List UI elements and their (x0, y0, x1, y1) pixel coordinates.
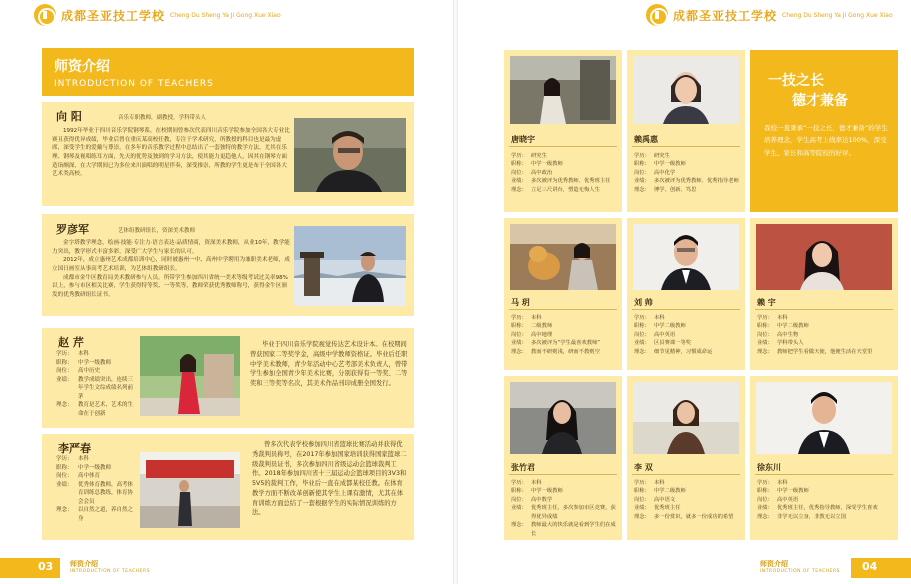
left-header (34, 4, 281, 26)
school-logo-icon (34, 4, 56, 26)
name-divider (509, 146, 617, 147)
teacher-name: 赖 宇 (757, 298, 776, 307)
fact-value: 博学、创新、笃思 (654, 186, 697, 193)
teacher-photo-xu-dongchuan (756, 382, 892, 454)
teacher-facts (757, 479, 893, 521)
school-name-cn: 成都圣亚技工学校 (673, 8, 778, 23)
fact-key: 学历： (56, 456, 73, 462)
fact-key: 岗位： (757, 331, 773, 338)
fact-value: 中学二级教师 (654, 323, 686, 330)
teacher-facts (634, 152, 742, 194)
section-title-cn: 师资介绍 (54, 59, 110, 75)
bio-paragraph: 2012年，成立惠州艺术成都培训中心，同时被惠州一中、高州中学聘用为兼职美术老师，成立国日画室从事高考艺术培训，为艺体组教研组长。 (52, 257, 290, 272)
fact-key: 职称： (757, 323, 773, 330)
fact-key: 理念： (56, 507, 73, 514)
teacher-name: 李严春 (58, 442, 91, 455)
fact-value: 区县赛课一等奖 (654, 340, 692, 347)
fact-key: 学历： (634, 315, 650, 321)
fact-key: 职称： (56, 464, 73, 471)
fact-key: 理念： (757, 348, 773, 355)
fact-value: 研究生 (654, 153, 670, 159)
footer-title-en: INTRODUCTION OF TEACHERS (70, 569, 150, 574)
fact-value: 优秀班主任，多次参加市区竞赛，获得优异成绩 (531, 505, 616, 520)
school-logo-icon (646, 4, 668, 26)
fact-value: 高中历史 (78, 368, 101, 375)
section-title-en: INTRODUCTION OF TEACHERS (54, 79, 214, 89)
fact-key: 学历： (634, 153, 650, 159)
fact-value: 本科 (777, 480, 788, 486)
teacher-photo-li-yanchun (140, 452, 240, 528)
fact-key: 岗位： (634, 169, 650, 176)
teacher-name: 向 阳 (56, 110, 82, 123)
fact-key: 岗位： (56, 368, 73, 375)
fact-key: 职称： (511, 323, 527, 330)
fact-value: 研究生 (531, 153, 547, 159)
fact-key: 业绩： (511, 505, 527, 512)
fact-value: 中学一级教师 (777, 488, 809, 495)
fact-key: 理念： (634, 348, 650, 355)
teacher-photo-zhang-zhujun (510, 382, 616, 454)
teacher-role: 音乐专职教师，副教授，学科带头人 (118, 115, 207, 121)
fact-key: 业绩： (56, 376, 73, 383)
teacher-facts (511, 314, 619, 356)
fact-value: 中学一级教师 (654, 161, 686, 168)
fact-value: 高中体育 (78, 473, 101, 480)
fact-value: 中学一级教师 (78, 359, 112, 366)
fact-value: 优秀体育教师，高考体育训练总教练，体育协会会员 (78, 481, 134, 505)
fact-key: 业绩： (757, 505, 773, 512)
footer-title-cn: 师资介绍 (760, 560, 788, 568)
fact-key: 理念： (634, 513, 650, 520)
fact-key: 岗位： (634, 331, 650, 338)
fact-key: 理念： (511, 186, 527, 193)
motto-text: 我校一直秉承“一技之长，德才兼备”的学生培养理念，学生高考上线率达100%，深受学生、家长和高等院校的好评。 (764, 124, 888, 157)
fact-value: 本科 (78, 456, 90, 462)
teacher-photo-lai-yuhui (633, 56, 739, 124)
fact-value: 教师把学生看做天使，他便生活在天堂里 (777, 348, 873, 355)
motto-line-2: 德才兼备 (792, 93, 848, 109)
fact-key: 岗位： (757, 496, 773, 503)
fact-key: 业绩： (634, 340, 650, 347)
fact-value: 学科带头人 (777, 340, 804, 347)
teacher-facts (511, 479, 619, 538)
fact-key: 理念： (511, 348, 527, 355)
fact-key: 学历： (56, 351, 73, 357)
teacher-photo-li-shuang (633, 382, 739, 454)
fact-value: 教育是艺术，艺术的生命在于创新 (78, 402, 134, 417)
fact-key: 岗位： (511, 331, 527, 338)
fact-key: 理念： (757, 513, 773, 520)
fact-value: 高中化学 (654, 169, 676, 176)
fact-value: 多次被评为优秀教师、优秀班主任 (531, 178, 611, 185)
teacher-name: 马 玥 (511, 298, 530, 307)
fact-key: 业绩： (757, 340, 773, 347)
name-divider (632, 146, 740, 147)
fact-value: 高中英语 (777, 496, 799, 503)
fact-value: 本科 (654, 480, 665, 486)
fact-value: 本科 (78, 351, 90, 357)
fact-key: 理念： (56, 402, 73, 409)
teacher-facts (511, 152, 619, 194)
fact-key: 业绩： (56, 481, 73, 488)
teacher-photo-tang-xiaoyu (510, 56, 616, 124)
fact-value: 中学一级教师 (531, 161, 563, 168)
fact-key: 岗位： (511, 496, 527, 503)
teacher-name: 赖禹惠 (634, 135, 658, 144)
fact-key: 学历： (511, 153, 527, 159)
fact-value: 高中地理 (531, 331, 553, 338)
teacher-role: 艺体组教研组长，资深美术教师 (118, 228, 196, 234)
school-name-cn: 成都圣亚技工学校 (61, 8, 166, 23)
teacher-photo-zhao-qin (140, 336, 240, 416)
fact-key: 职称： (511, 161, 527, 168)
fact-key: 职称： (634, 488, 650, 495)
name-divider (755, 309, 893, 310)
bio-paragraph: 金字塔教学理念，绘画·技能·专注力·语言表达·品质情商，资深美术教师，从业10年，教学能力突出，教学形式丰富多彩，深受广大学生与家长的认可。 (52, 240, 290, 255)
fact-value: 中学一级教师 (78, 464, 112, 471)
school-name-en: Cheng Du Sheng Ya Ji Gong Xue Xiao (782, 11, 893, 19)
section-title-box (42, 48, 414, 96)
fact-key: 职称： (757, 488, 773, 495)
fact-value: 高中生物 (777, 331, 799, 338)
fact-value: 多次被评为“学生最喜欢教师” (531, 340, 601, 347)
name-divider (632, 309, 740, 310)
name-divider (509, 474, 617, 475)
page-number: 04 (862, 560, 878, 573)
teacher-name: 李 双 (634, 463, 653, 472)
teacher-facts (757, 314, 893, 356)
motto-line-1: 一技之长 (768, 73, 824, 89)
fact-key: 学历： (757, 480, 773, 486)
fact-key: 业绩： (634, 178, 650, 185)
fact-value: 立足三尺讲台，塑造无悔人生 (531, 186, 600, 193)
fact-value: 中学二级教师 (777, 323, 809, 330)
page-number: 03 (38, 560, 54, 573)
teacher-name: 罗彦军 (56, 223, 89, 236)
teacher-photo-lai-yu (756, 224, 892, 290)
fact-value: 本科 (777, 315, 788, 321)
teacher-name: 唐晓宇 (511, 135, 535, 144)
teacher-facts (634, 314, 742, 356)
fact-key: 学历： (634, 480, 650, 486)
fact-value: 高中数学 (531, 496, 553, 503)
footer-title-en: INTRODUCTION OF TEACHERS (760, 569, 840, 574)
name-divider (509, 309, 617, 310)
fact-key: 岗位： (56, 473, 73, 480)
fact-value: 优秀班主任，优秀指导教师，深受学生喜欢 (777, 505, 878, 512)
teacher-facts (56, 455, 136, 523)
footer-bar (851, 558, 911, 578)
name-divider (755, 474, 893, 475)
fact-value: 细节见精神，习惯成命运 (654, 348, 713, 355)
teacher-bio (52, 239, 290, 300)
fact-value: 优秀班主任 (654, 505, 681, 512)
teacher-photo-ma-yue (510, 224, 616, 290)
fact-key: 职称： (634, 323, 650, 330)
teacher-bio: 1992年毕业于四川音乐学院钢琴系，在校期间曾参次代表四川音乐学院参加全国各大专业比赛且获得优异成绩，毕业后曾在重庆某高校任教，专注于学术研究，所教授的科目也是最为虚席，深受学生的爱戴与尊崇，在多年的音乐教学过程中总结出了一套独特的教学方法，尤其在乐理、钢琴及视唱练耳方面，先天的优势及独到的学习方法，使其能力更趋他人，因其在钢琴方面造诣颇深，在大学期间已为多位来川演唱的明星伴奏，深受推崇，所教的学生更是布于全国各大艺术类高校。 (52, 128, 290, 178)
fact-key: 岗位： (634, 496, 650, 503)
fact-value: 教学成绩突出，连续三年学生文综成绩名列前茅 (78, 376, 134, 400)
teacher-name: 赵 芹 (58, 336, 84, 349)
fact-value: 二级教师 (531, 323, 553, 330)
teacher-bio: 毕业于四川音乐学院视觉传达艺术设计本。在校期间曾获国家二等奖学金，高级中学教师资格证。毕业后任职中学美术教师，青少年活动中心艺考部美术负责人，曾带学生参加全国青少年美术比赛，分别获得有一等奖、二等奖和三等奖等名次，其美术作品刊印成册全国发行。 (250, 341, 408, 387)
fact-value: 以自然之道，养自然之身 (78, 507, 134, 522)
fact-value: 多次被评为优秀教师、优秀指导老师 (654, 178, 739, 185)
teacher-name: 刘 帅 (634, 298, 653, 307)
fact-value: 多一份赏识，就多一份成功的希望 (654, 513, 734, 520)
school-name-en: Cheng Du Sheng Ya Ji Gong Xue Xiao (170, 11, 281, 19)
footer-title-cn: 师资介绍 (70, 560, 98, 568)
fact-value: 教师最大的快乐就是看到学生们在成长 (531, 522, 616, 537)
teacher-name: 徐东川 (757, 463, 781, 472)
page-spine (453, 0, 458, 584)
right-header (646, 4, 893, 26)
fact-value: 高中语文 (654, 496, 676, 503)
teacher-photo-luo-yanjun (294, 226, 406, 306)
teacher-name: 张竹君 (511, 463, 535, 472)
fact-key: 业绩： (634, 505, 650, 512)
fact-key: 职称： (56, 359, 73, 366)
fact-key: 学历： (511, 480, 527, 486)
bio-paragraph: 成都市金牛区教育局美术教研参与人员。所带学生参加四川省统一美术等级考试过关率98%以上，参与市区相关比赛，学生获得特等奖、一等奖等，教师荣获优秀教师称号，获得金牛区颁发的优秀教研组长证书。 (52, 274, 288, 298)
fact-value: 本科 (531, 480, 542, 486)
fact-value: 本科 (531, 315, 542, 321)
teacher-facts (56, 350, 134, 418)
fact-value: 中学二级教师 (654, 488, 686, 495)
fact-value: 高中英语 (654, 331, 676, 338)
name-divider (632, 474, 740, 475)
fact-key: 职称： (511, 488, 527, 495)
fact-key: 学历： (511, 315, 527, 321)
teacher-photo-liu-shuai (633, 224, 739, 290)
fact-key: 学历： (757, 315, 773, 321)
fact-key: 岗位： (511, 169, 527, 176)
motto-box (750, 50, 898, 212)
fact-value: 高中政治 (531, 169, 553, 176)
fact-value: 本科 (654, 315, 665, 321)
fact-key: 业绩： (511, 340, 527, 347)
fact-value: 中学一级教师 (531, 488, 563, 495)
fact-value: 非学无以立身，非教无以立国 (777, 513, 846, 520)
fact-key: 理念： (634, 186, 650, 193)
fact-key: 职称： (634, 161, 650, 168)
fact-key: 理念： (511, 522, 527, 529)
teacher-bio: 曾多次代表学校参加四川省篮球比赛活动并获得优秀裁判员称号，在2017年参加国家培训获得国家篮球二级裁判员证书，多次参加四川省级运动会篮球裁判工作。2018年参加四川省十三届运动会篮球项目的3V3和5V5的裁判工作，毕业后一直在成都某校任教。在体育教学方面不断改革创新使其学生上课有激情，尤其在体育训练方面总结了一套根据学生的实际情况训练的方法。 (252, 441, 407, 517)
fact-key: 业绩： (511, 178, 527, 185)
teacher-facts (634, 479, 742, 521)
fact-value: 教而不研则浅，研而不教则空 (531, 348, 600, 355)
teacher-photo-xiang-yang (294, 118, 406, 192)
